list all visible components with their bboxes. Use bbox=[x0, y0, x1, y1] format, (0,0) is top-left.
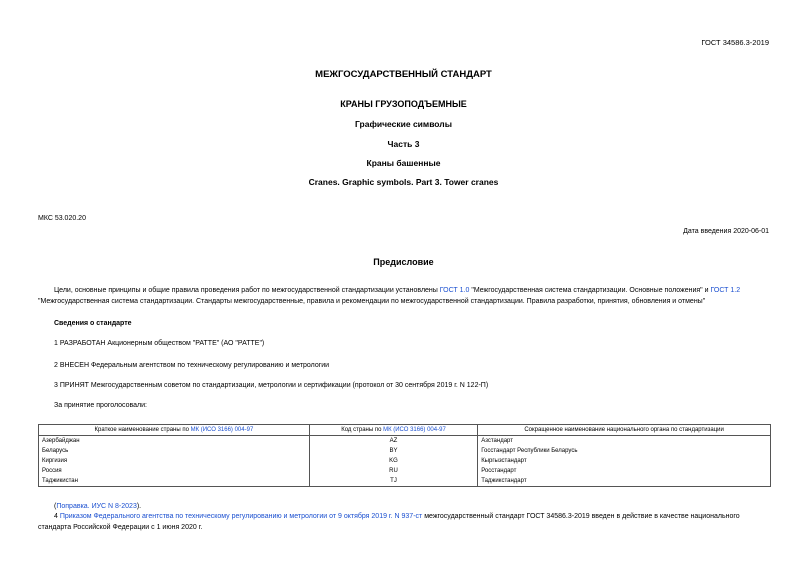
cell-national-body: Кыргызстандарт bbox=[478, 456, 771, 466]
link-gost-1-0[interactable]: ГОСТ 1.0 bbox=[439, 287, 470, 294]
link-mk-iso-3166-country[interactable]: МК (ИСО 3166) 004-97 bbox=[190, 426, 254, 433]
title-cranes: КРАНЫ ГРУЗОПОДЪЕМНЫЕ bbox=[340, 99, 467, 109]
title-english: Cranes. Graphic symbols. Part 3. Tower cranes bbox=[308, 177, 499, 187]
table-row bbox=[39, 466, 771, 476]
cell-country: Таджикистан bbox=[39, 476, 310, 487]
title-graphic-symbols: Графические символы bbox=[355, 119, 452, 129]
document-code: ГОСТ 34586.3-2019 bbox=[701, 38, 769, 47]
amendment-close: ). bbox=[136, 503, 142, 510]
link-mk-iso-3166-code[interactable]: МК (ИСО 3166) 004-97 bbox=[383, 426, 446, 433]
cell-code: AZ bbox=[309, 436, 477, 447]
table-row bbox=[39, 476, 771, 487]
foreword-heading: Предисловие bbox=[373, 257, 434, 267]
table-header-row bbox=[39, 425, 771, 436]
header-country bbox=[39, 425, 310, 436]
para4-text: межгосударственный стандарт ГОСТ 34586.3-2019 введен в действие в качестве национального стандарта Российской Федерации с 1 июня 2020 г. bbox=[38, 513, 740, 531]
cell-country: Беларусь bbox=[39, 446, 310, 456]
cell-national-body: Таджикстандарт bbox=[478, 476, 771, 487]
about-standard-heading: Сведения о стандарте bbox=[54, 320, 132, 327]
title-tower-cranes: Краны башенные bbox=[366, 158, 441, 168]
header-code bbox=[309, 425, 477, 436]
voting-countries-table bbox=[38, 424, 771, 487]
cell-country: Киргизия bbox=[39, 456, 310, 466]
mks-code: МКС 53.020.20 bbox=[38, 215, 86, 222]
para1-text-b: "Межгосударственная система стандартизации. Основные положения" и bbox=[469, 287, 711, 294]
link-order-rosstandart[interactable]: Приказом Федерального агентства по техническому регулированию и метрологии от 9 октября 2019 г. N 937-ст bbox=[59, 513, 423, 520]
link-amendment[interactable]: Поправка. ИУС N 8-2023 bbox=[56, 503, 137, 510]
para4-number: 4 bbox=[54, 513, 60, 520]
voted-label: За принятие проголосовали: bbox=[54, 402, 147, 409]
header-country-text: Краткое наименование страны по bbox=[94, 426, 191, 433]
amendment-open: ( bbox=[54, 503, 57, 510]
para1-text-c: "Межгосударственная система стандартизации. Стандарты межгосударственные, правила и рекомендации по межгосударственной стандартизации. Правила разработки, принятия, обновления и отмены" bbox=[38, 297, 706, 305]
cell-code: TJ bbox=[309, 476, 477, 487]
item-adopted: 3 ПРИНЯТ Межгосударственным советом по стандартизации, метрологии и сертификации (протокол от 30 сентября 2019 г. N 122-П) bbox=[54, 382, 489, 389]
header-code-text: Код страны по bbox=[341, 426, 384, 433]
cell-national-body: Азстандарт bbox=[478, 436, 771, 447]
enactment-paragraph bbox=[38, 512, 771, 533]
para1-text-a: Цели, основные принципы и общие правила проведения работ по межгосударственной стандартизации установлены bbox=[54, 287, 440, 294]
introduction-date: Дата введения 2020-06-01 bbox=[683, 228, 769, 235]
table-row bbox=[39, 456, 771, 466]
cell-code: RU bbox=[309, 466, 477, 476]
title-interstate-standard: МЕЖГОСУДАРСТВЕННЫЙ СТАНДАРТ bbox=[315, 69, 492, 80]
cell-code: KG bbox=[309, 456, 477, 466]
link-gost-1-2[interactable]: ГОСТ 1.2 bbox=[710, 287, 741, 294]
cell-national-body: Госстандарт Республики Беларусь bbox=[478, 446, 771, 456]
table-row bbox=[39, 446, 771, 456]
table-row bbox=[39, 436, 771, 447]
cell-code: BY bbox=[309, 446, 477, 456]
item-submitted: 2 ВНЕСЕН Федеральным агентством по техническому регулированию и метрологии bbox=[54, 362, 330, 369]
cell-country: Азербайджан bbox=[39, 436, 310, 447]
item-developed: 1 РАЗРАБОТАН Акционерным обществом "РАТТЕ" (АО "РАТТЕ") bbox=[54, 340, 265, 347]
cell-country: Россия bbox=[39, 466, 310, 476]
title-part: Часть 3 bbox=[387, 139, 420, 149]
amendment-note bbox=[54, 503, 141, 510]
foreword-paragraph bbox=[38, 286, 771, 307]
header-national-body: Сокращенное наименование национального органа по стандартизации bbox=[478, 425, 771, 436]
cell-national-body: Росстандарт bbox=[478, 466, 771, 476]
